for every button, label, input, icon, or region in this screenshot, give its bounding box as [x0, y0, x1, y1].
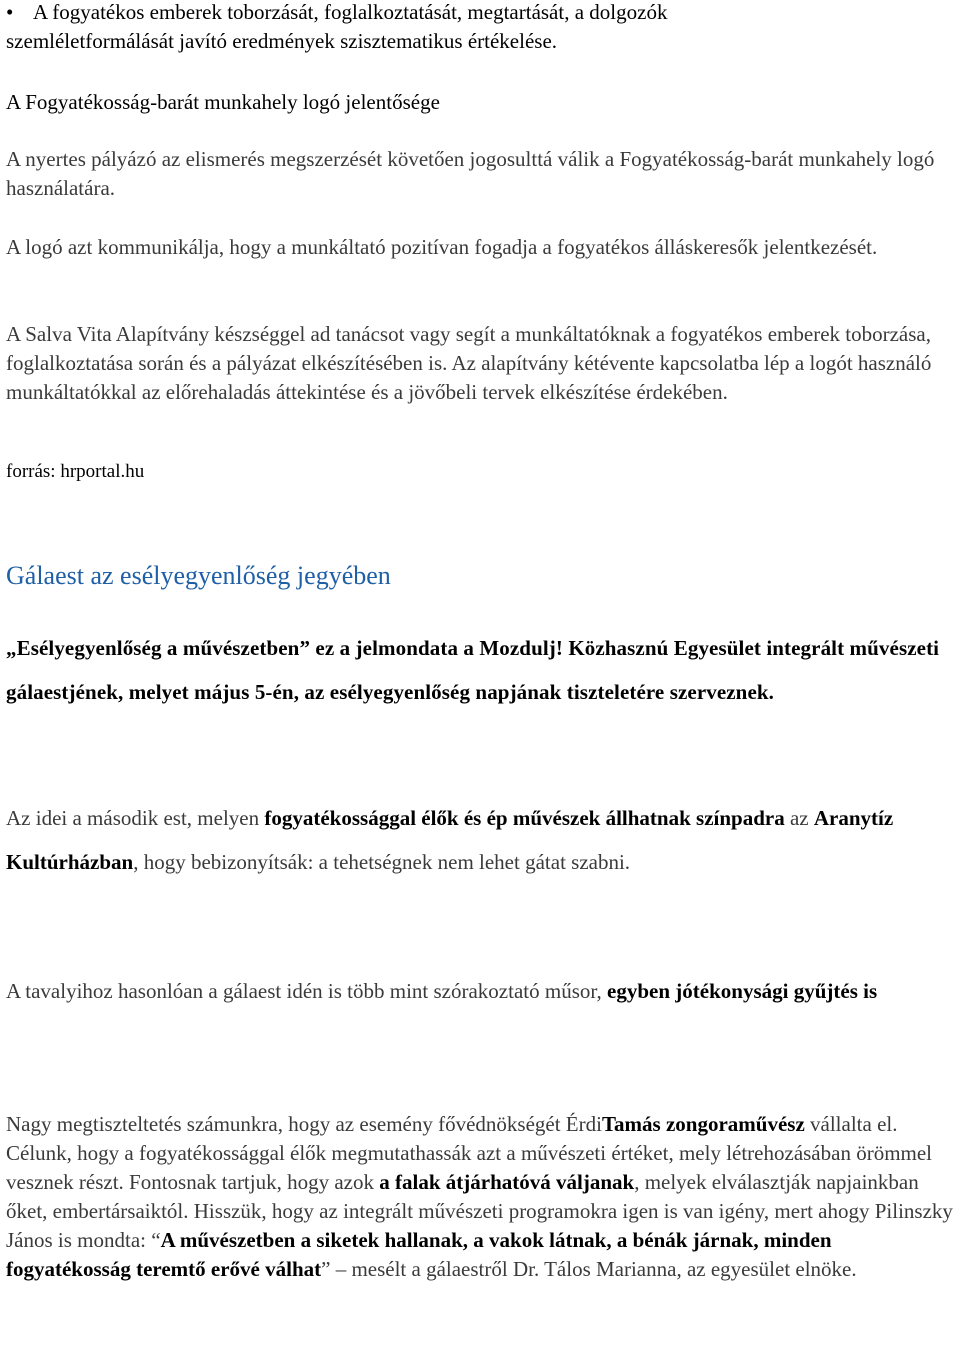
- logo-paragraph-1: A nyertes pályázó az elismerés megszerzését követően jogosulttá válik a Fogyatékosság-barát munkahely logó használatára.: [6, 147, 935, 200]
- charity-highlight: egyben jótékonysági gyűjtés is: [607, 979, 878, 1003]
- gala-lead-paragraph: „Esélyegyenlőség a művészetben” ez a jelmondata a Mozdulj! Közhasznú Egyesület integrált művészeti gálaestjének, melyet május 5-én, az esélyegyenlőség napjának tiszteletére szerveznek.: [6, 636, 940, 704]
- gala-paragraph-3: A tavalyihoz hasonlóan a gálaest idén is több mint szórakoztató műsor, egyben jótékonysági gyűjtés is: [6, 979, 878, 1003]
- bullet-item-continuation: szemléletformálását javító eredmények szisztematikus értékelése.: [6, 29, 558, 53]
- gala-paragraph-2: Az idei a második est, melyen fogyatékossággal élők és ép művészek állhatnak színpadra az Aranytíz Kultúrházban, hogy bebizonyítsák: a tehetségnek nem lehet gátat szabni.: [6, 806, 894, 874]
- quote-highlight: A művészetben a siketek hallanak, a vakok látnak, a bénák járnak, minden fogyatékosság teremtő erővé válhat: [6, 1228, 832, 1281]
- venue-highlight: Aranytíz Kultúrházban: [6, 806, 894, 874]
- logo-paragraph-3: A Salva Vita Alapítvány készséggel ad tanácsot vagy segít a munkáltatóknak a fogyatékos emberek toborzása, foglalkoztatása során és a pályázat elkészítésében is. Az alapítvány kétévente kapcsolatba lép a logót használó munkáltatókkal az előrehaladás áttekintése és a jövőbeli tervek elkészítése érdekében.: [6, 322, 932, 404]
- performers-highlight: fogyatékossággal élők és ép művészek állhatnak színpadra: [264, 806, 785, 830]
- source-line: forrás: hrportal.hu: [6, 461, 145, 482]
- bullet-list: [6, 0, 954, 56]
- patron-highlight: Tamás zongoraművész: [601, 1112, 805, 1136]
- gala-heading: Gálaest az esélyegyenlőség jegyében: [6, 561, 391, 590]
- walls-highlight: a falak átjárhatóvá váljanak: [379, 1170, 635, 1194]
- gala-paragraph-4: Nagy megtiszteltetés számunkra, hogy az esemény fővédnökségét ÉrdiTamás zongoraművész vállalta el. Célunk, hogy a fogyatékossággal élők megmutathassák azt a művészeti értéket, mely létrehozásában örömmel vesznek részt. Fontosnak tartjuk, hogy azok a falak átjárhatóvá váljanak, melyek elválasztják napjainkban őket, embertársaiktól. Hisszük, hogy az integrált művészeti programokra igen is van igény, mert ahogy Pilinszky János is mondta: “A művészetben a siketek hallanak, a vakok látnak, a bénák járnak, minden fogyatékosság teremtő erővé válhat” – mesélt a gálaestről Dr. Tálos Marianna, az egyesület elnöke.: [6, 1112, 953, 1281]
- bullet-item: • A fogyatékos emberek toborzását, foglalkoztatását, megtartását, a dolgozók: [6, 0, 954, 27]
- logo-section-heading: A Fogyatékosság-barát munkahely logó jelentősége: [6, 90, 440, 114]
- logo-paragraph-2: A logó azt kommunikálja, hogy a munkáltató pozitívan fogadja a fogyatékos álláskeresők jelentkezését.: [6, 235, 878, 259]
